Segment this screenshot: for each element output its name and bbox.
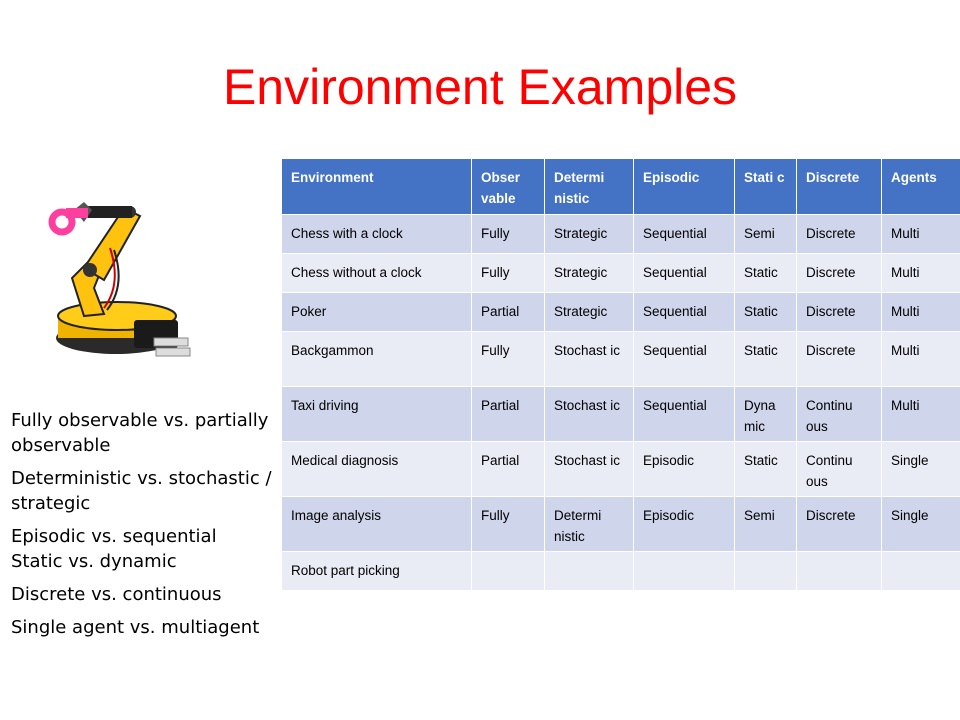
header-cell: Episodic [634,159,735,215]
table-cell: Fully [472,332,545,387]
bullet-item: Fully observable vs. partially observable [11,410,269,456]
table-cell: Partial [472,387,545,442]
table-row [282,215,960,254]
bullet-list [11,408,273,648]
environment-table [281,158,960,591]
bullet-item: Deterministic vs. stochastic / strategic [11,468,272,514]
table-cell: Discrete [797,293,882,332]
table-cell: Fully [472,497,545,552]
table-cell: Backgammon [282,332,472,387]
table-cell: Sequential [634,254,735,293]
table-cell: Stochast ic [545,387,634,442]
robot-arm-icon [44,188,204,378]
table-cell [634,552,735,591]
table-cell: Fully [472,215,545,254]
table-row [282,332,960,387]
table-cell [472,552,545,591]
table-cell: Strategic [545,215,634,254]
slide-title: Environment Examples [222,59,738,115]
table-cell [735,552,797,591]
bullet-item: Static vs. dynamic [11,551,177,572]
table-row [282,387,960,442]
table-cell [882,552,960,591]
header-cell: Environment [282,159,472,215]
table-header-row [282,159,960,215]
table-cell: Semi [735,215,797,254]
table-row [282,254,960,293]
table-cell: Fully [472,254,545,293]
table-cell: Sequential [634,332,735,387]
table-cell: Discrete [797,332,882,387]
table-cell: Multi [882,332,960,387]
table-cell: Determi nistic [545,497,634,552]
table-cell: Continu ous [797,442,882,497]
bullet-item: Episodic vs. sequential [11,526,217,547]
table-cell: Image analysis [282,497,472,552]
table-cell: Single [882,497,960,552]
table-cell: Sequential [634,215,735,254]
table-cell: Multi [882,254,960,293]
header-cell: Discrete [797,159,882,215]
table-cell [545,552,634,591]
table-cell: Partial [472,442,545,497]
header-cell: Agents [882,159,960,215]
table-cell: Robot part picking [282,552,472,591]
bullet-item: Discrete vs. continuous [11,584,222,605]
table-cell: Discrete [797,497,882,552]
table-cell: Multi [882,293,960,332]
table-cell: Chess without a clock [282,254,472,293]
table-cell [797,552,882,591]
table-cell: Strategic [545,293,634,332]
table-cell: Episodic [634,442,735,497]
table-cell: Partial [472,293,545,332]
table-cell: Continu ous [797,387,882,442]
table-row [282,497,960,552]
table-row [282,552,960,591]
table-cell: Sequential [634,387,735,442]
table-cell: Chess with a clock [282,215,472,254]
header-cell: Stati c [735,159,797,215]
table-cell: Strategic [545,254,634,293]
table-row [282,293,960,332]
table-cell: Discrete [797,215,882,254]
table-row [282,442,960,497]
table-cell: Sequential [634,293,735,332]
table-cell: Static [735,442,797,497]
table-cell: Multi [882,215,960,254]
table-cell: Multi [882,387,960,442]
table-cell: Single [882,442,960,497]
table-cell: Dyna mic [735,387,797,442]
table-cell: Discrete [797,254,882,293]
table-cell: Semi [735,497,797,552]
table-cell: Stochast ic [545,442,634,497]
table-cell: Medical diagnosis [282,442,472,497]
header-cell: Determi nistic [545,159,634,215]
table-cell: Poker [282,293,472,332]
table-cell: Static [735,332,797,387]
table-cell: Episodic [634,497,735,552]
table-cell: Taxi driving [282,387,472,442]
header-cell: Obser vable [472,159,545,215]
table-cell: Static [735,254,797,293]
bullet-item: Single agent vs. multiagent [11,617,260,638]
table-cell: Stochast ic [545,332,634,387]
table-cell: Static [735,293,797,332]
